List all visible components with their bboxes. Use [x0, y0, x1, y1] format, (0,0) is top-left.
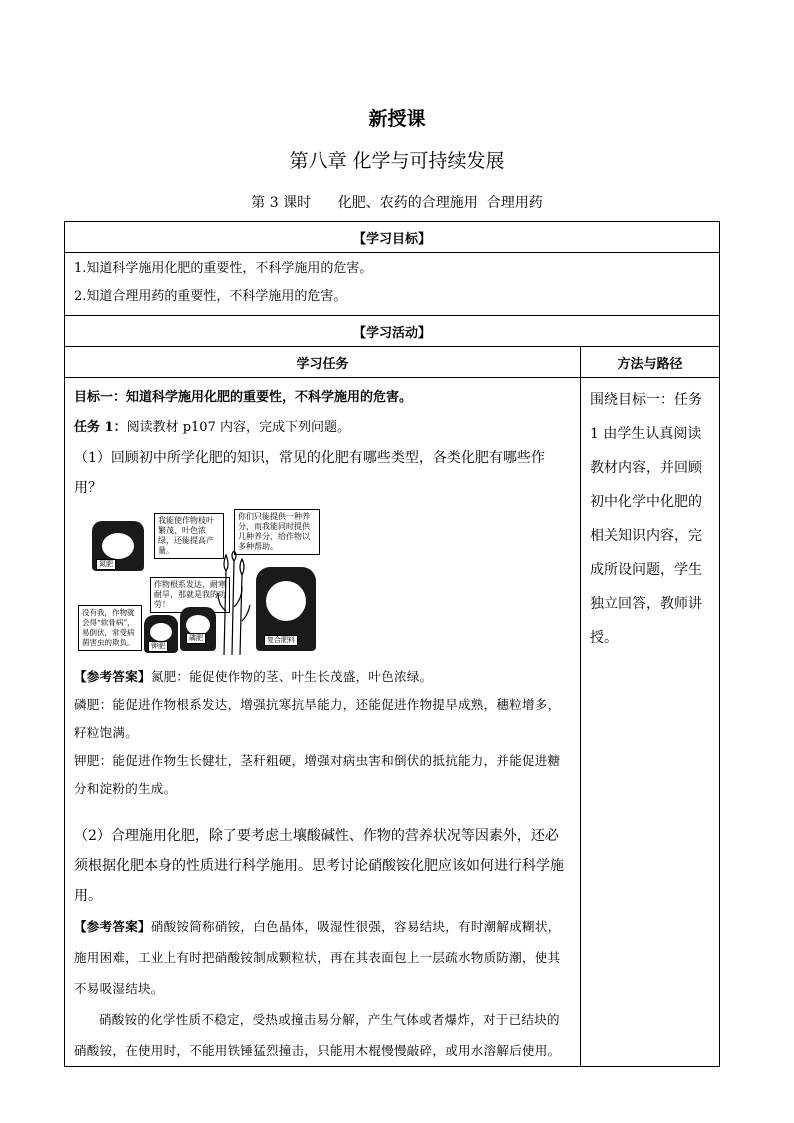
answer-potassium: 钾肥：能促进作物生长健壮，茎秆粗硬，增强对病虫害和倒伏的抵抗能力，并能促进糖分和淀粉的生成。	[74, 753, 561, 796]
nitrogen-speech-bubble: 我能使作物枝叶繁茂、叶色浓绿，还能提高产量。	[154, 513, 224, 559]
objectives-heading: 【学习目标】	[65, 222, 720, 253]
potassium-tag: 钾肥	[148, 641, 168, 652]
page-title: 新授课	[368, 108, 426, 130]
question-two: （2）合理施用化肥，除了要考虑土壤酸碱性、作物的营养状况等因素外，还必须根据化肥本身的性质进行科学施用。思考讨论硝酸铵化肥应该如何进行科学施用。	[74, 828, 564, 904]
question-one: （1）回顾初中所学化肥的知识，常见的化肥有哪些类型，各类化肥有哪些作用？	[74, 450, 545, 496]
goal-one: 目标一：知道科学施用化肥的重要性，不科学施用的危害。	[74, 390, 413, 405]
task-one-label: 任务 1：	[74, 420, 127, 435]
task-one-text: 阅读教材 p107 内容，完成下列问题。	[126, 420, 350, 435]
objective-item: 2.知道合理用药的重要性，不科学施用的危害。	[74, 289, 347, 304]
phosphorus-bag-image	[180, 607, 216, 651]
lesson-title: 第 3 课时 化肥、农药的合理施用 合理用药	[251, 195, 543, 211]
phosphorus-tag: 磷肥	[186, 633, 206, 644]
lesson-table	[64, 221, 720, 1067]
answer-two	[74, 911, 571, 1066]
method-cell: 围绕目标一：任务 1 由学生认真阅读教材内容，并回顾初中化学中化肥的相关知识内容，完成所设问题，学生独立回答，教师讲授。	[581, 378, 720, 1067]
answer-two-label: 【参考答案】	[74, 919, 151, 934]
answer-one-label: 【参考答案】	[74, 669, 151, 684]
objectives-list	[65, 253, 720, 316]
activities-heading: 【学习活动】	[65, 316, 720, 347]
answer-two-paragraph: 硝酸铵的化学性质不稳定，受热或撞击易分解，产生气体或者爆炸，对于已结块的硝酸铵，在使用时，不能用铁锤猛烈撞击，只能用木棍慢慢敲碎，或用水溶解后使用。	[74, 1012, 561, 1058]
answer-one	[74, 663, 571, 803]
wheat-plants-image	[216, 551, 252, 657]
objective-item: 1.知道科学施用化肥的重要性，不科学施用的危害。	[74, 261, 373, 276]
compound-tag: 复合肥料	[264, 635, 298, 646]
task-one	[74, 413, 571, 443]
answer-phosphorus: 磷肥：能促进作物根系发达，增强抗寒抗旱能力，还能促进作物提早成熟，穗粒增多，籽粒饱满。	[74, 697, 561, 740]
method-column-header: 方法与路径	[581, 347, 720, 378]
answer-two-text: 硝酸铵简称硝铵，白色晶体，吸湿性很强，容易结块，有时潮解成糊状，施用困难，工业上有时把硝酸铵制成颗粒状，再在其表面包上一层疏水物质防潮，使其不易吸湿结块。	[74, 919, 561, 996]
task-column-header: 学习任务	[65, 347, 581, 378]
answer-nitrogen: 氮肥：能促使作物的茎、叶生长茂盛，叶色浓绿。	[150, 669, 433, 684]
task-cell	[65, 378, 581, 1067]
chapter-title: 第八章 化学与可持续发展	[289, 150, 505, 172]
fertilizer-illustration	[78, 507, 378, 657]
compound-speech-bubble: 你们只能提供一种养分，而我能同时提供几种养分，给作物以多种帮助。	[234, 509, 320, 555]
nitrogen-tag: 氮肥	[96, 559, 116, 570]
phosphorus-speech-bubble: 作物根系发达，耐寒耐旱，那就是我的功劳！	[150, 577, 230, 613]
potassium-speech-bubble: 没有我，作物就会得“软骨病”，易倒伏，常受病菌害虫的欺负。	[78, 605, 142, 651]
